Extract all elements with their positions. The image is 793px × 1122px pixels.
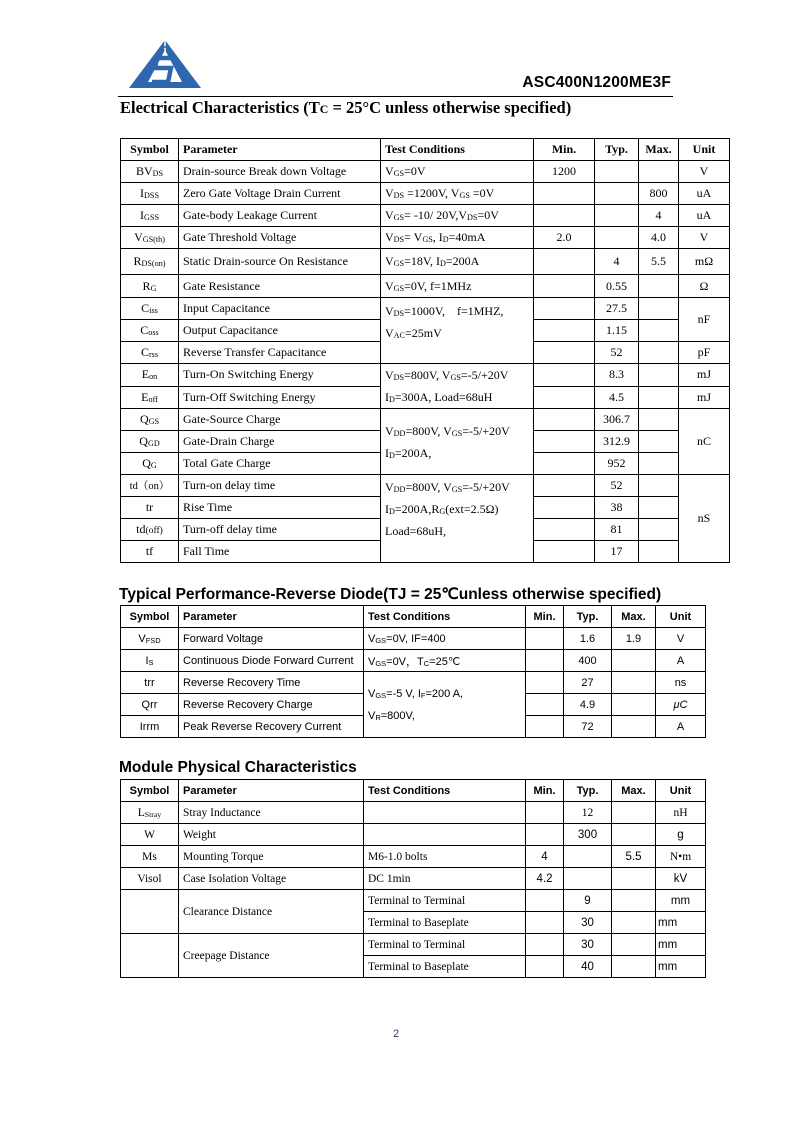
- recovery-conditions-cell: $V_{GS}=-5$ V, $I_F=200$ A, $V_R=800V$,: [364, 672, 526, 738]
- module-physical-title: Module Physical Characteristics: [119, 759, 357, 776]
- symbol-cell: $C_{rss}$: [121, 342, 179, 364]
- col-min: Min.: [534, 139, 595, 161]
- col-test-conditions: Test Conditions: [364, 606, 526, 628]
- table-row: [121, 475, 730, 497]
- max-cell: [639, 497, 679, 519]
- typ-cell: [595, 227, 639, 249]
- symbol-cell: trr: [121, 672, 179, 694]
- parameter-cell: Weight: [179, 824, 364, 846]
- unit-cell: N•m: [656, 846, 706, 868]
- max-cell: 1.9: [612, 628, 656, 650]
- unit-cell: uA: [679, 205, 730, 227]
- unit-cell: ns: [656, 672, 706, 694]
- symbol-cell: $I_{DSS}$: [121, 183, 179, 205]
- typ-cell: 4.5: [595, 386, 639, 409]
- min-cell: 4: [526, 846, 564, 868]
- typ-cell: 4: [595, 249, 639, 275]
- electrical-characteristics-title: Electrical Characteristics (TC = 25°C unless otherwise specified): [120, 98, 572, 117]
- typ-cell: 40: [564, 956, 612, 978]
- typ-cell: 400: [564, 650, 612, 672]
- min-cell: [526, 890, 564, 912]
- typ-cell: 30: [564, 912, 612, 934]
- max-cell: [612, 694, 656, 716]
- reverse-diode-table: [120, 605, 706, 738]
- min-cell: [526, 716, 564, 738]
- symbol-cell: $Q_{GS}$: [121, 409, 179, 431]
- max-cell: [639, 431, 679, 453]
- symbol-cell: [121, 890, 179, 934]
- symbol-cell: td(off): [121, 519, 179, 541]
- parameter-cell: Rise Time: [179, 497, 381, 519]
- min-cell: 4.2: [526, 868, 564, 890]
- max-cell: [639, 364, 679, 387]
- min-cell: [534, 541, 595, 563]
- typ-cell: 38: [595, 497, 639, 519]
- min-cell: [534, 320, 595, 342]
- parameter-cell: Clearance Distance: [179, 890, 364, 934]
- symbol-cell: tr: [121, 497, 179, 519]
- min-cell: [526, 824, 564, 846]
- col-symbol: Symbol: [121, 139, 179, 161]
- table-row: [121, 364, 730, 387]
- min-cell: [526, 628, 564, 650]
- part-number: ASC400N1200ME3F: [522, 74, 671, 91]
- min-cell: [526, 694, 564, 716]
- parameter-cell: Zero Gate Voltage Drain Current: [179, 183, 381, 205]
- max-cell: 5.5: [639, 249, 679, 275]
- typ-cell: 0.55: [595, 275, 639, 298]
- symbol-cell: Qrr: [121, 694, 179, 716]
- parameter-cell: Reverse Transfer Capacitance: [179, 342, 381, 364]
- company-logo: [127, 38, 203, 90]
- conditions-cell: $V_{GS}=18V$, $I_D=200A$: [381, 249, 534, 275]
- table-row: [121, 802, 706, 824]
- max-cell: [612, 824, 656, 846]
- unit-cell: mm: [656, 934, 706, 956]
- symbol-cell: $C_{iss}$: [121, 298, 179, 320]
- min-cell: [526, 934, 564, 956]
- typ-cell: 72: [564, 716, 612, 738]
- col-symbol: Symbol: [121, 606, 179, 628]
- max-cell: [612, 802, 656, 824]
- max-cell: [612, 912, 656, 934]
- parameter-cell: Input Capacitance: [179, 298, 381, 320]
- min-cell: [534, 364, 595, 387]
- col-max: Max.: [639, 139, 679, 161]
- unit-cell: V: [656, 628, 706, 650]
- max-cell: [612, 890, 656, 912]
- parameter-cell: Reverse Recovery Charge: [179, 694, 364, 716]
- min-cell: [534, 275, 595, 298]
- parameter-cell: Turn-off delay time: [179, 519, 381, 541]
- table-row: [121, 205, 730, 227]
- symbol-cell: td（on）: [121, 475, 179, 497]
- col-typ: Typ.: [564, 606, 612, 628]
- parameter-cell: Continuous Diode Forward Current: [179, 650, 364, 672]
- symbol-cell: $V_{GS(th)}$: [121, 227, 179, 249]
- conditions-cell: DC 1min: [364, 868, 526, 890]
- unit-cell: mm: [656, 956, 706, 978]
- typ-cell: 30: [564, 934, 612, 956]
- symbol-cell: [121, 934, 179, 978]
- max-cell: [639, 519, 679, 541]
- max-cell: 800: [639, 183, 679, 205]
- unit-cell: kV: [656, 868, 706, 890]
- min-cell: [534, 183, 595, 205]
- table-row: [121, 868, 706, 890]
- min-cell: [526, 672, 564, 694]
- col-unit: Unit: [656, 780, 706, 802]
- header-divider: [118, 96, 673, 97]
- parameter-cell: Reverse Recovery Time: [179, 672, 364, 694]
- table-row: [121, 846, 706, 868]
- unit-cell: uA: [679, 183, 730, 205]
- charge-conditions-cell: $V_{DD}=800V$, $V_{GS}=-5/+20V$ $I_D=200A$,: [381, 409, 534, 475]
- typ-cell: [564, 868, 612, 890]
- parameter-cell: Turn-on delay time: [179, 475, 381, 497]
- table-row: [121, 183, 730, 205]
- symbol-cell: $E_{on}$: [121, 364, 179, 387]
- conditions-cell: $V_{DS} =1200V$, $V_{GS} =0V$: [381, 183, 534, 205]
- parameter-cell: Output Capacitance: [179, 320, 381, 342]
- min-cell: [534, 519, 595, 541]
- typ-cell: 9: [564, 890, 612, 912]
- conditions-cell: [364, 824, 526, 846]
- symbol-cell: $BV_{DS}$: [121, 161, 179, 183]
- symbol-cell: $I_S$: [121, 650, 179, 672]
- col-typ: Typ.: [595, 139, 639, 161]
- table-row: [121, 409, 730, 431]
- min-cell: [526, 956, 564, 978]
- typ-cell: 1.6: [564, 628, 612, 650]
- typ-cell: 4.9: [564, 694, 612, 716]
- max-cell: [639, 409, 679, 431]
- parameter-cell: Total Gate Charge: [179, 453, 381, 475]
- parameter-cell: Stray Inductance: [179, 802, 364, 824]
- conditions-cell: $V_{GS}=0V$，$T_C=25℃$: [364, 650, 526, 672]
- col-symbol: Symbol: [121, 780, 179, 802]
- min-cell: [534, 386, 595, 409]
- col-max: Max.: [612, 780, 656, 802]
- typ-cell: [595, 183, 639, 205]
- min-cell: 1200: [534, 161, 595, 183]
- col-test-conditions: Test Conditions: [364, 780, 526, 802]
- conditions-cell: [364, 802, 526, 824]
- table-row: [121, 824, 706, 846]
- conditions-cell: $V_{GS}=0V$: [381, 161, 534, 183]
- unit-cell: g: [656, 824, 706, 846]
- col-unit: Unit: [679, 139, 730, 161]
- min-cell: [534, 475, 595, 497]
- table-row: [121, 275, 730, 298]
- unit-cell: mΩ: [679, 249, 730, 275]
- max-cell: [612, 868, 656, 890]
- conditions-cell: Terminal to Baseplate: [364, 912, 526, 934]
- unit-cell: A: [656, 650, 706, 672]
- typ-cell: 300: [564, 824, 612, 846]
- max-cell: [639, 541, 679, 563]
- page-number: 2: [393, 1028, 400, 1040]
- symbol-cell: W: [121, 824, 179, 846]
- max-cell: [639, 298, 679, 320]
- typ-cell: 952: [595, 453, 639, 475]
- unit-cell: A: [656, 716, 706, 738]
- min-cell: [534, 249, 595, 275]
- unit-cell: nF: [679, 298, 730, 342]
- symbol-cell: Irrm: [121, 716, 179, 738]
- parameter-cell: Gate Resistance: [179, 275, 381, 298]
- max-cell: [639, 453, 679, 475]
- unit-cell: nC: [679, 409, 730, 475]
- capacitance-conditions-cell: $V_{DS}=1000V$, f=1MHZ, $V_{AC}=25mV$: [381, 298, 534, 364]
- unit-cell: V: [679, 227, 730, 249]
- symbol-cell: $R_G$: [121, 275, 179, 298]
- typ-cell: 27.5: [595, 298, 639, 320]
- table-row: [121, 934, 706, 956]
- col-max: Max.: [612, 606, 656, 628]
- min-cell: [534, 497, 595, 519]
- symbol-cell: tf: [121, 541, 179, 563]
- min-cell: [534, 298, 595, 320]
- col-typ: Typ.: [564, 780, 612, 802]
- max-cell: 5.5: [612, 846, 656, 868]
- conditions-cell: $V_{GS}= -10/$ $20V,V_{DS}=0V$: [381, 205, 534, 227]
- table-header-row: [121, 139, 730, 161]
- unit-cell: mJ: [679, 386, 730, 409]
- max-cell: [639, 320, 679, 342]
- table-row: [121, 249, 730, 275]
- min-cell: [534, 431, 595, 453]
- max-cell: [612, 672, 656, 694]
- typ-cell: [595, 161, 639, 183]
- unit-cell: mm: [656, 890, 706, 912]
- parameter-cell: Case Isolation Voltage: [179, 868, 364, 890]
- table-row: [121, 628, 706, 650]
- max-cell: [612, 956, 656, 978]
- symbol-cell: $Q_{GD}$: [121, 431, 179, 453]
- conditions-cell: $V_{GS}=0V$, IF=400: [364, 628, 526, 650]
- conditions-cell: $V_{GS}=0V$, f=1MHz: [381, 275, 534, 298]
- typ-cell: 81: [595, 519, 639, 541]
- max-cell: [639, 475, 679, 497]
- col-parameter: Parameter: [179, 139, 381, 161]
- typ-cell: 17: [595, 541, 639, 563]
- parameter-cell: Gate-body Leakage Current: [179, 205, 381, 227]
- parameter-cell: Creepage Distance: [179, 934, 364, 978]
- col-parameter: Parameter: [179, 606, 364, 628]
- symbol-cell: $L_{Stray}$: [121, 802, 179, 824]
- min-cell: [534, 453, 595, 475]
- conditions-cell: Terminal to Terminal: [364, 934, 526, 956]
- typ-cell: 8.3: [595, 364, 639, 387]
- symbol-cell: $Q_G$: [121, 453, 179, 475]
- typ-cell: 1.15: [595, 320, 639, 342]
- unit-cell: nS: [679, 475, 730, 563]
- min-cell: [526, 802, 564, 824]
- max-cell: [612, 934, 656, 956]
- parameter-cell: Gate-Drain Charge: [179, 431, 381, 453]
- unit-cell: V: [679, 161, 730, 183]
- parameter-cell: Drain-source Break down Voltage: [179, 161, 381, 183]
- parameter-cell: Fall Time: [179, 541, 381, 563]
- table-header-row: [121, 780, 706, 802]
- table-row: [121, 298, 730, 320]
- max-cell: [612, 716, 656, 738]
- unit-cell: pF: [679, 342, 730, 364]
- min-cell: [534, 342, 595, 364]
- conditions-cell: Terminal to Terminal: [364, 890, 526, 912]
- energy-conditions-cell: $V_{DS}=800V$, $V_{GS}=-5/+20V$ $I_D=300A$, Load=68uH: [381, 364, 534, 409]
- symbol-cell: Visol: [121, 868, 179, 890]
- max-cell: [639, 342, 679, 364]
- typ-cell: [595, 205, 639, 227]
- typ-cell: 52: [595, 475, 639, 497]
- conditions-cell: M6-1.0 bolts: [364, 846, 526, 868]
- conditions-cell: $V_{DS}= V_{GS}$, $I_D=40mA$: [381, 227, 534, 249]
- reverse-diode-title: Typical Performance-Reverse Diode(TJ = 25℃unless otherwise specified): [119, 586, 662, 603]
- max-cell: [639, 275, 679, 298]
- symbol-cell: $V_{FSD}$: [121, 628, 179, 650]
- col-min: Min.: [526, 606, 564, 628]
- module-physical-table: [120, 779, 706, 978]
- max-cell: [612, 650, 656, 672]
- parameter-cell: Gate-Source Charge: [179, 409, 381, 431]
- typ-cell: 52: [595, 342, 639, 364]
- table-header-row: [121, 606, 706, 628]
- max-cell: [639, 386, 679, 409]
- typ-cell: 306.7: [595, 409, 639, 431]
- col-parameter: Parameter: [179, 780, 364, 802]
- min-cell: [526, 650, 564, 672]
- unit-cell: mm: [656, 912, 706, 934]
- table-row: [121, 672, 706, 694]
- parameter-cell: Static Drain-source On Resistance: [179, 249, 381, 275]
- col-test-conditions: Test Conditions: [381, 139, 534, 161]
- symbol-cell: $E_{off}$: [121, 386, 179, 409]
- table-row: [121, 161, 730, 183]
- table-row: [121, 890, 706, 912]
- parameter-cell: Turn-Off Switching Energy: [179, 386, 381, 409]
- unit-cell: Ω: [679, 275, 730, 298]
- electrical-characteristics-table: [120, 138, 730, 563]
- unit-cell: μC: [656, 694, 706, 716]
- parameter-cell: Turn-On Switching Energy: [179, 364, 381, 387]
- parameter-cell: Gate Threshold Voltage: [179, 227, 381, 249]
- min-cell: [526, 912, 564, 934]
- table-row: [121, 650, 706, 672]
- symbol-cell: $C_{oss}$: [121, 320, 179, 342]
- min-cell: 2.0: [534, 227, 595, 249]
- typ-cell: 312.9: [595, 431, 639, 453]
- switching-conditions-cell: $V_{DD}=800V$, $V_{GS}=-5/+20V$ $I_D=200A,R_G(ext=2.5\Omega)$ Load=68uH,: [381, 475, 534, 563]
- typ-cell: [564, 846, 612, 868]
- conditions-cell: Terminal to Baseplate: [364, 956, 526, 978]
- symbol-cell: Ms: [121, 846, 179, 868]
- max-cell: 4: [639, 205, 679, 227]
- parameter-cell: Forward Voltage: [179, 628, 364, 650]
- col-min: Min.: [526, 780, 564, 802]
- min-cell: [534, 409, 595, 431]
- col-unit: Unit: [656, 606, 706, 628]
- typ-cell: 27: [564, 672, 612, 694]
- symbol-cell: $R_{DS(on)}$: [121, 249, 179, 275]
- typ-cell: 12: [564, 802, 612, 824]
- parameter-cell: Peak Reverse Recovery Current: [179, 716, 364, 738]
- symbol-cell: $I_{GSS}$: [121, 205, 179, 227]
- min-cell: [534, 205, 595, 227]
- max-cell: [639, 161, 679, 183]
- unit-cell: mJ: [679, 364, 730, 387]
- max-cell: 4.0: [639, 227, 679, 249]
- unit-cell: nH: [656, 802, 706, 824]
- table-row: [121, 227, 730, 249]
- parameter-cell: Mounting Torque: [179, 846, 364, 868]
